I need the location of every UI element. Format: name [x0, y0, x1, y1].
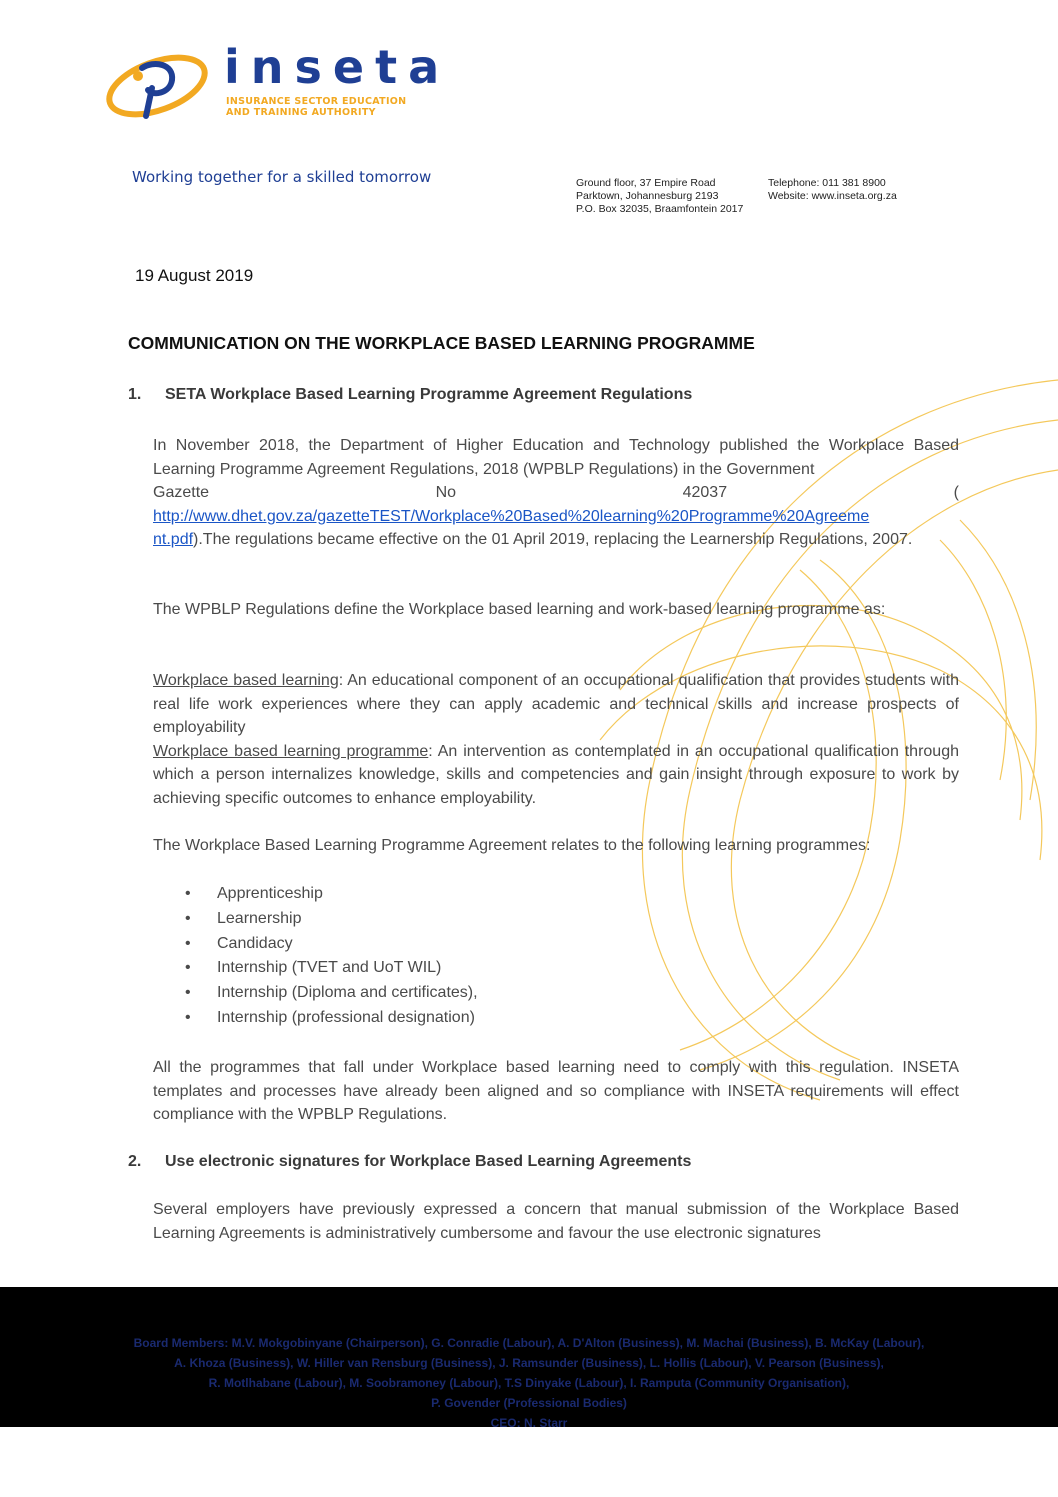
section-number: 1.: [128, 386, 142, 403]
programmes-list: [153, 882, 478, 1031]
paragraph-definitions-intro: The WPBLP Regulations define the Workplace based learning and work-based learning programme as:: [153, 601, 886, 618]
contact-block: [768, 177, 897, 203]
brand-subtitle: [226, 96, 406, 118]
gazette-link[interactable]: http://www.dhet.gov.za/gazetteTEST/Workplace%20Based%20learning%20Programme%20Agreeme: [153, 507, 870, 525]
footer-line: [0, 1333, 1058, 1353]
brand-name: inseta: [224, 40, 451, 94]
ceo-line: [0, 1413, 1058, 1433]
list-item: • Apprenticeship: [153, 882, 478, 907]
gazette-line: [153, 481, 959, 505]
board-label: Board Members:: [133, 1336, 229, 1350]
letter-date: 19 August 2019: [135, 266, 254, 285]
list-item: • Learnership: [153, 907, 478, 932]
gazette-word: 42037: [682, 484, 728, 501]
paragraph-programmes-intro: The Workplace Based Learning Programme Agreement relates to the following learning programmes:: [153, 837, 871, 854]
paragraph-text: ).The regulations became effective on the 01 April 2019, replacing the Learnership Regulations, 2007.: [193, 531, 913, 548]
brand-subtitle-line1: INSURANCE SECTOR EDUCATION: [226, 96, 407, 107]
definition-workplace-based-learning: [153, 669, 959, 810]
definition-term: Workplace based learning programme: [153, 742, 429, 760]
gazette-link[interactable]: nt.pdf: [153, 531, 194, 548]
footer: [0, 1287, 1058, 1430]
paragraph-compliance: All the programmes that fall under Workplace based learning need to comply with this regulation. INSETA templates and processes have already been aligned and so compliance with INSETA requirements will effect compliance with the WPBLP Regulations.: [153, 1059, 959, 1123]
board-members: [0, 1333, 1058, 1433]
address-line: P.O. Box 32035, Braamfontein 2017: [576, 203, 744, 215]
footer-line: R. Motlhabane (Labour), M. Soobramoney (Labour), T.S Dinyake (Labour), I. Ramputa (Community Organisation),: [208, 1376, 850, 1390]
address-line: Parktown, Johannesburg 2193: [576, 190, 719, 202]
ceo-name: N. Starr: [523, 1416, 568, 1430]
section-title: Use electronic signatures for Workplace Based Learning Agreements: [165, 1153, 692, 1170]
paragraph-text: In November 2018, the Department of Higher Education and Technology published the Workplace Based Learning Programme Agreement Regulations, 2018 (WPBLP Regulations) in the Government: [153, 437, 959, 478]
address-block: [576, 177, 743, 216]
footer-line: A. Khoza (Business), W. Hiller van Rensburg (Business), J. Ramsunder (Business), L. Hollis (Labour), V. Pearson (Business),: [174, 1356, 884, 1370]
paragraph-intro: [153, 434, 959, 552]
document-title: COMMUNICATION ON THE WORKPLACE BASED LEARNING PROGRAMME: [128, 333, 755, 353]
gazette-word: (: [953, 484, 959, 501]
telephone: Telephone: 011 381 8900: [768, 177, 886, 189]
list-item: • Candidacy: [153, 932, 478, 957]
list-item: • Internship (professional designation): [153, 1006, 478, 1031]
brand-subtitle-line2: AND TRAINING AUTHORITY: [226, 107, 376, 118]
section-number: 2.: [128, 1153, 142, 1170]
ceo-label: CEO:: [490, 1416, 521, 1430]
definition-text: : An intervention as contemplated in an occupational qualification through which a person internalizes knowledge, skills and competencies and gain insight through exposure to work by achieving specific outcomes to enhance employability.: [153, 742, 959, 807]
gazette-word: Gazette: [153, 484, 210, 501]
inseta-logo-icon: [102, 50, 212, 122]
definition-term: Workplace based learning: [153, 672, 339, 689]
address-line: Ground floor, 37 Empire Road: [576, 177, 716, 189]
definition-text: : An educational component of an occupational qualification that provides students with real life work experiences where they can apply academic and technical skills and increase prospects of employability: [153, 672, 960, 736]
list-item: • Internship (TVET and UoT WIL): [153, 956, 478, 981]
section-2-heading: [128, 1153, 691, 1171]
list-item: • Internship (Diploma and certificates),: [153, 981, 478, 1006]
footer-line: P. Govender (Professional Bodies): [431, 1396, 627, 1410]
paragraph-signatures: Several employers have previously expressed a concern that manual submission of the Workplace Based Learning Agreements is administratively cumbersome and favour the use electronic signatures: [153, 1201, 959, 1242]
board-names: M.V. Mokgobinyane (Chairperson), G. Conradie (Labour), A. D'Alton (Business), M. Machai (Business), B. McKay (Labour),: [231, 1336, 925, 1350]
gazette-word: No: [435, 484, 457, 501]
tagline: Working together for a skilled tomorrow: [132, 168, 432, 186]
website: Website: www.inseta.org.za: [768, 190, 897, 202]
section-1-heading: [128, 386, 692, 404]
section-title: SETA Workplace Based Learning Programme Agreement Regulations: [165, 386, 693, 403]
